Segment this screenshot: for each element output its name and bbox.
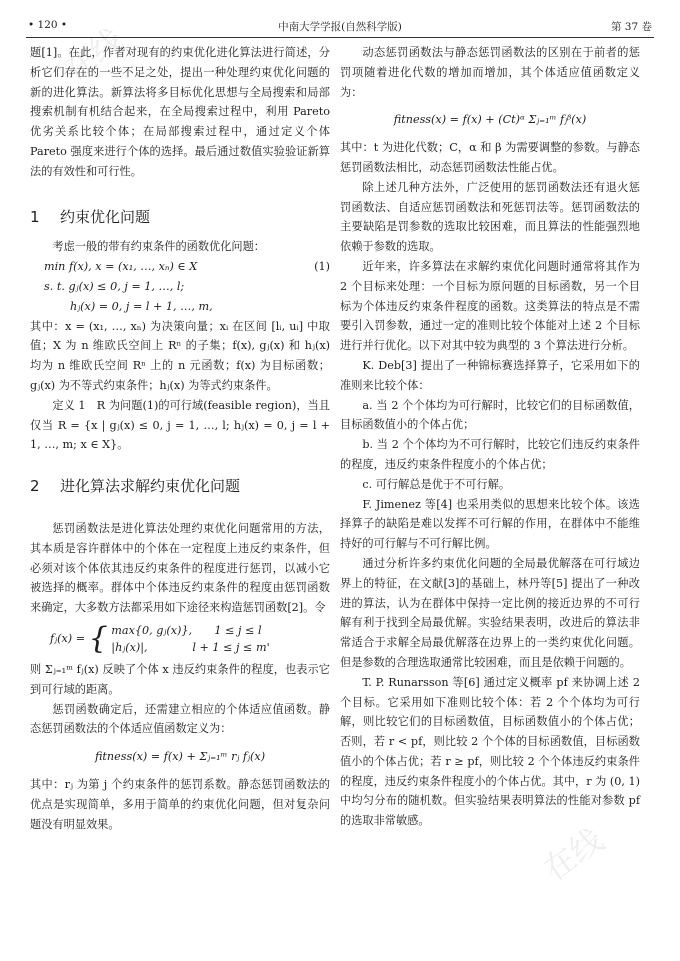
paragraph: F. Jimenez 等[4] 也采用类似的思想来比较个体。该选择算子的缺陷是难以发挥不可行解的作用，在群体中不能维持好的可行解与不可行解比例。 — [340, 497, 640, 551]
section-number: 2 — [30, 477, 40, 496]
left-column — [30, 43, 330, 834]
right-column — [340, 43, 640, 831]
equation-line: hⱼ(x) = 0, j = l + 1, …, m, — [70, 299, 213, 313]
header-rule — [26, 37, 654, 38]
equation-line: s. t. gⱼ(x) ≤ 0, j = 1, …, l; — [44, 279, 185, 293]
volume-label: 第 37 卷 — [610, 21, 652, 33]
criterion-a: a. 当 2 个个体均为可行解时，比较它们的目标函数值，目标函数值小的个体占优； — [340, 398, 640, 432]
paragraph: 其中：rⱼ 为第 j 个约束条件的惩罚系数。静态惩罚函数法的优点是实现简单，多用于简单的约束优化问题，但对复杂问题没有明显效果。 — [30, 777, 330, 831]
equation-case: |hⱼ(x)|, l + 1 ≤ j ≤ m' — [111, 640, 270, 654]
criterion-c: c. 可行解总是优于不可行解。 — [362, 477, 511, 491]
watermark: 在线 — [56, 20, 131, 89]
equation-2 — [50, 622, 330, 656]
paragraph: 其中：x = (x₁, …, xₙ) 为决策向量；xᵢ 在区间 [lᵢ, uᵢ] 中取值；X 为 n 维欧氏空间上 Rⁿ 的子集；f(x), gⱼ(x) 和 hⱼ(x) 均为 n 维欧氏空间 Rⁿ 上的 n 元函数；f(x) 为目标函数；gⱼ(x) 为不等式约束条件；hⱼ(x) 为等式约束条件。 — [30, 319, 330, 392]
paragraph: 通过分析许多约束优化问题的全局最优解落在可行域边界上的特征，在文献[3]的基础上，林丹等[5] 提出了一种改进的算法，认为在群体中保持一定比例的接近边界的不可行解有利于找到全局最优解。实验结果表明，改进后的算法非常适合于求解全局最优解落在边界上的一类约束优化问题。但是参数的合理选取通常比较困难，而且是依赖于问题的。 — [340, 556, 640, 669]
paragraph: 动态惩罚函数法与静态惩罚函数法的区别在于前者的惩罚项随着进化代数的增加而增加，其个体适应值函数定义为： — [340, 46, 640, 99]
paragraph: K. Deb[3] 提出了一种锦标赛选择算子，它采用如下的准则来比较个体： — [340, 358, 640, 392]
section-title: 进化算法求解约束优化问题 — [60, 477, 241, 496]
page-number: • 120 • — [28, 19, 68, 31]
paragraph: T. P. Runarsson 等[6] 通过定义概率 pf 来协调上述 2 个目标。它采用如下准则比较个体：若 2 个个体均为可行解，则比较它们的目标函数值，目标函数值小的个体占优；否则，若 r < pf，则比较 2 个个体的目标函数值，目标函数值小的个体占优；若 r ≥ pf，则比较 2 个个体违反约束条件的程度，违反约束条件程度小的个体占优。其中，r 为 (0, 1) 中均匀分布的随机数。但实验结果表明算法的性能对参数 pf 的选取非常敏感。 — [340, 675, 640, 828]
page-header — [0, 0, 680, 40]
paragraph: 其中：t 为进化代数；C，α 和 β 为需要调整的参数。与静态惩罚函数法相比，动态惩罚函数法性能占优。 — [340, 141, 640, 174]
paragraph: 惩罚函数确定后，还需建立相应的个体适应值函数。静态惩罚函数法的个体适应值函数定义为： — [30, 702, 330, 736]
equation-number: (1) — [314, 260, 330, 274]
section-title: 约束优化问题 — [60, 207, 151, 226]
equation-case: max{0, gⱼ(x)}, 1 ≤ j ≤ l — [111, 623, 262, 637]
journal-title: 中南大学学报(自然科学版) — [278, 21, 402, 33]
section-number: 1 — [30, 207, 40, 226]
paragraph: 除上述几种方法外，广泛使用的惩罚函数法还有退火惩罚函数法、自适应惩罚函数法和死惩罚法等。惩罚函数法的主要缺陷是罚参数的选取比较困难，而且算法的性能强烈地依赖于参数的选取。 — [340, 180, 640, 254]
definition-1: 定义 1 R 为问题(1)的可行域(feasible region)，当且仅当 R = {x | gⱼ(x) ≤ 0, j = 1, …, l; hⱼ(x) = 0, j = l + 1, …, m; x ∈ X}。 — [30, 398, 330, 452]
paragraph: 考虑一般的带有约束条件的函数优化问题： — [52, 240, 265, 254]
intro-paragraph: 题[1]。在此，作者对现有的约束优化进化算法进行简述，分析它们存在的一些不足之处，提出一种处理约束优化问题的新的进化算法。新算法将多目标优化思想与全局搜索和局部搜索机制有机结合起来，在全局搜索过程中，利用 Pareto 优劣关系比较个体；在局部搜索过程中，通过定义个体 Pareto 强度来进行个体的选择。最后通过数值实验验证新算法的有效性和可行性。 — [30, 46, 330, 178]
section-1-heading — [30, 208, 330, 228]
equation-4: fitness(x) = f(x) + (Ct)ᵅ Σⱼ₌₁ᵐ fⱼᵝ(x) — [393, 113, 587, 127]
equation-cases — [111, 622, 269, 656]
paragraph: 近年来，许多算法在求解约束优化问题时通常将其作为 2 个目标来处理：一个目标为原问题的目标函数，另一个目标为个体违反约束条件程度的函数。这类算法的特点是不需要引入罚参数，通过一定的准则比较个体能对上述 2 个目标进行并行优化。以下对其中较为典型的 3 个算法进行分析。 — [340, 259, 640, 353]
section-2-heading — [30, 477, 330, 497]
paragraph: 惩罚函数法是进化算法处理约束优化问题常用的方法，其本质是容许群体中的个体在一定程度上违反约束条件，但必须对该个体依其违反约束条件的程度进行惩罚，以减小它被选择的概率。群体中个体违反约束条件的程度由惩罚函数来确定，大多数方法都采用如下途径来构造惩罚函数[2]。令 — [30, 521, 330, 615]
criterion-b: b. 当 2 个个体均为不可行解时，比较它们违反约束条件的程度，违反约束条件程度小的个体占优； — [340, 438, 640, 471]
paragraph: 则 Σⱼ₌₁ᵐ fⱼ(x) 反映了个体 x 违反约束条件的程度，也表示它到可行域的距离。 — [30, 662, 330, 696]
left-brace-icon: { — [88, 620, 108, 656]
equation-lhs: fⱼ(x) = — [50, 631, 86, 645]
equation-3: fitness(x) = f(x) + Σⱼ₌₁ᵐ rⱼ fⱼ(x) — [94, 750, 266, 764]
equation-1 — [30, 257, 330, 316]
equation-line: min f(x), x = (x₁, …, xₙ) ∈ X — [44, 260, 198, 274]
watermark: 在线 — [536, 820, 611, 889]
